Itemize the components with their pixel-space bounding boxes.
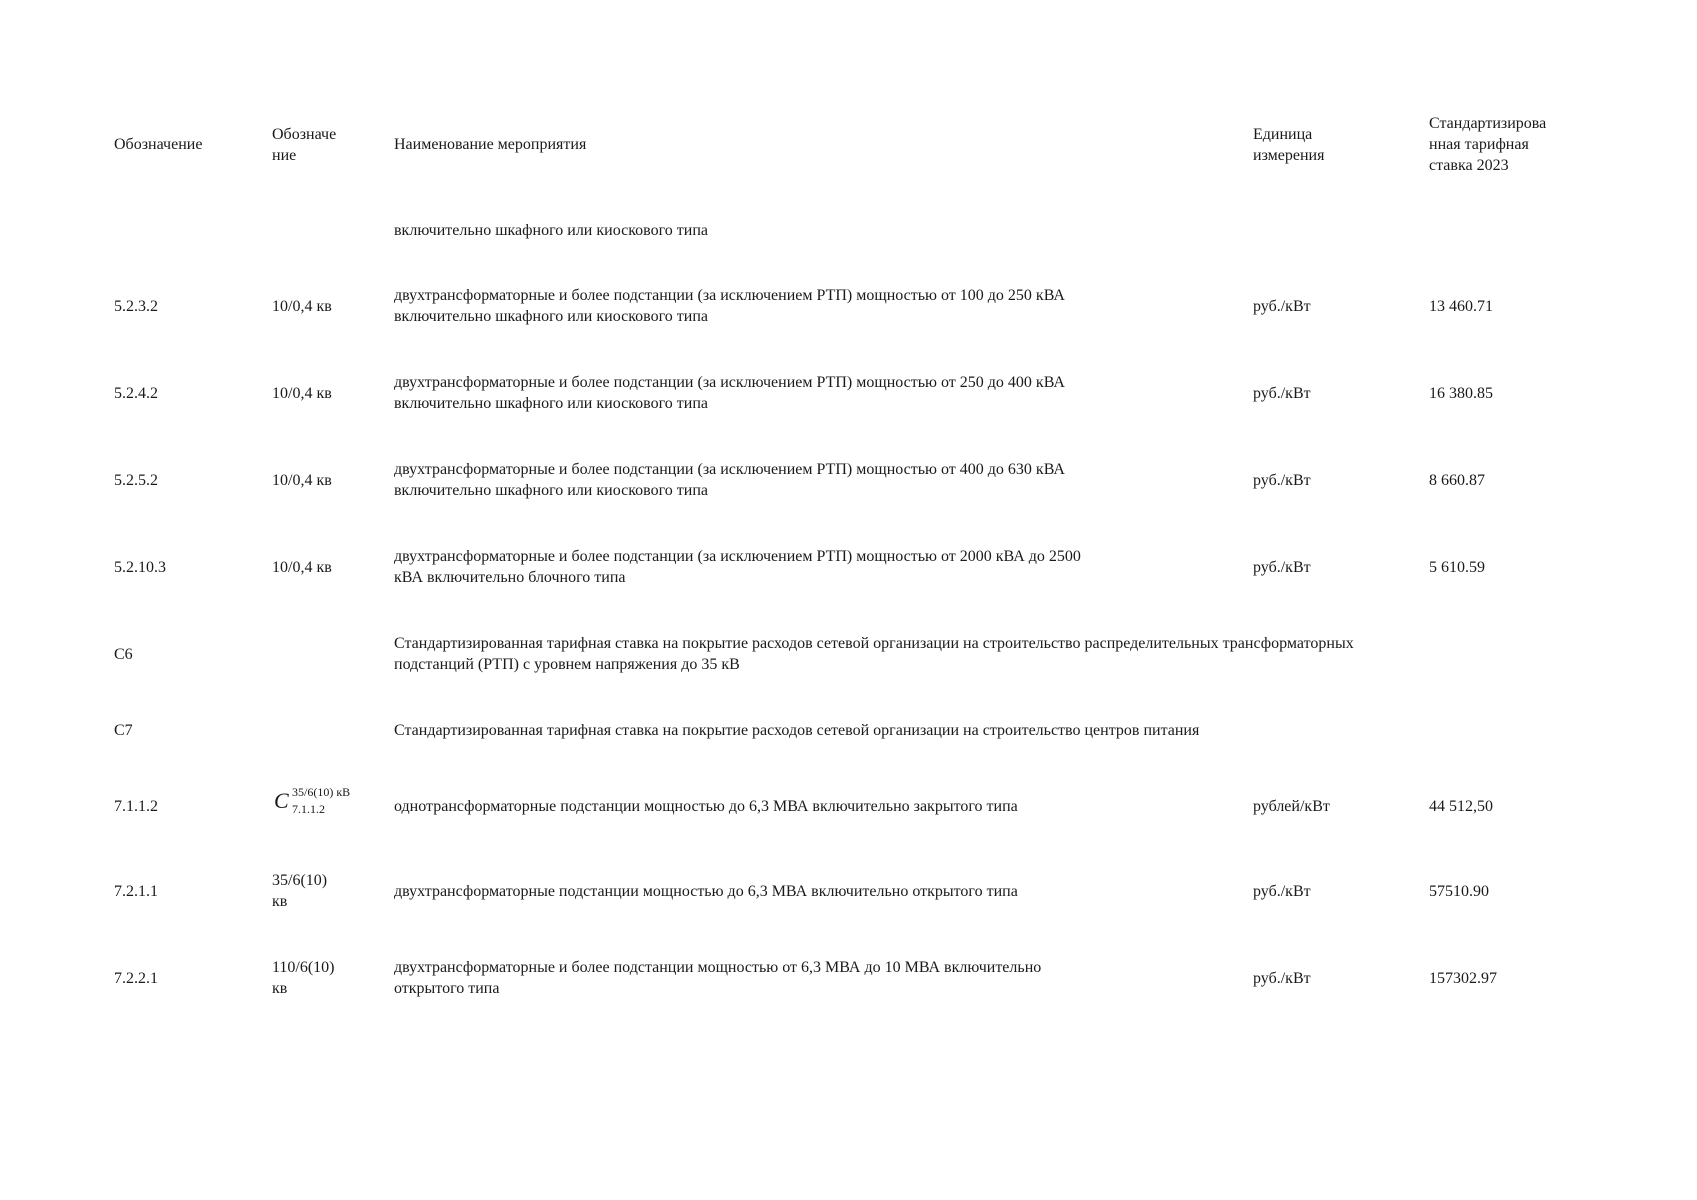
row-code: 5.2.5.2 <box>114 472 158 489</box>
row-designation: 10/0,4 кв <box>272 298 332 315</box>
row-designation: 110/6(10) кв <box>272 959 335 997</box>
header-measure-name: Наименование мероприятия <box>394 136 587 153</box>
header-designation: Обозначение <box>114 136 203 153</box>
row-rate: 5 610.59 <box>1429 559 1485 576</box>
row-rate: 157302.97 <box>1429 970 1497 987</box>
row-name: двухтрансформаторные и более подстанции (за исключением РТП) мощностью от 400 до 630 кВА включительно шкафного или киоскового типа <box>394 461 1065 499</box>
row-code: 7.2.2.1 <box>114 970 158 987</box>
row-code: 5.2.4.2 <box>114 385 158 402</box>
row-rate: 8 660.87 <box>1429 472 1485 489</box>
row-name: однотрансформаторные подстанции мощностью до 6,3 МВА включительно закрытого типа <box>394 798 1018 815</box>
header-unit: Единица измерения <box>1253 126 1325 164</box>
row-name: двухтрансформаторные и более подстанции (за исключением РТП) мощностью от 2000 кВА до 2500 кВА включительно блочного типа <box>394 548 1081 586</box>
row-designation: 10/0,4 кв <box>272 385 332 402</box>
row-name: двухтрансформаторные и более подстанции (за исключением РТП) мощностью от 250 до 400 кВА включительно шкафного или киоскового типа <box>394 374 1065 412</box>
row-name: Стандартизированная тарифная ставка на покрытие расходов сетевой организации на строительство распределительных трансформаторных подстанций (РТП) с уровнем напряжения до 35 кВ <box>394 635 1354 673</box>
row-code: 5.2.3.2 <box>114 298 158 315</box>
row-name: двухтрансформаторные подстанции мощностью до 6,3 МВА включительно открытого типа <box>394 883 1018 900</box>
symbol-base: C <box>274 788 289 813</box>
row-code: 5.2.10.3 <box>114 559 166 576</box>
row-rate: 44 512,50 <box>1429 798 1493 815</box>
row-unit: руб./кВт <box>1253 883 1311 900</box>
row-unit: руб./кВт <box>1253 298 1311 315</box>
row-rate: 16 380.85 <box>1429 385 1493 402</box>
row-unit: рублей/кВт <box>1253 798 1330 815</box>
row-designation: 10/0,4 кв <box>272 559 332 576</box>
continuation-text: включительно шкафного или киоскового типа <box>394 222 708 239</box>
symbol-superscript: 35/6(10) кВ <box>292 785 351 799</box>
row-code: 7.1.1.2 <box>114 798 158 815</box>
row-name: двухтрансформаторные и более подстанции мощностью от 6,3 МВА до 10 МВА включительно открытого типа <box>394 959 1042 997</box>
row-unit: руб./кВт <box>1253 970 1311 987</box>
row-designation: 10/0,4 кв <box>272 472 332 489</box>
row-code: 7.2.1.1 <box>114 883 158 900</box>
row-unit: руб./кВт <box>1253 472 1311 489</box>
row-name: двухтрансформаторные и более подстанции (за исключением РТП) мощностью от 100 до 250 кВА включительно шкафного или киоскового типа <box>394 287 1065 325</box>
row-rate: 13 460.71 <box>1429 298 1493 315</box>
row-rate: 57510.90 <box>1429 883 1489 900</box>
designation-symbol <box>274 786 384 820</box>
row-code: С7 <box>114 722 133 739</box>
row-code: С6 <box>114 646 133 663</box>
row-designation: 35/6(10) кв <box>272 872 328 910</box>
header-designation-2: Обозначе ние <box>272 126 337 164</box>
row-unit: руб./кВт <box>1253 559 1311 576</box>
symbol-subscript: 7.1.1.2 <box>292 802 325 816</box>
header-rate-2023: Стандартизирова нная тарифная ставка 2023 <box>1429 115 1547 174</box>
row-name: Стандартизированная тарифная ставка на покрытие расходов сетевой организации на строительство центров питания <box>394 722 1200 739</box>
row-unit: руб./кВт <box>1253 385 1311 402</box>
